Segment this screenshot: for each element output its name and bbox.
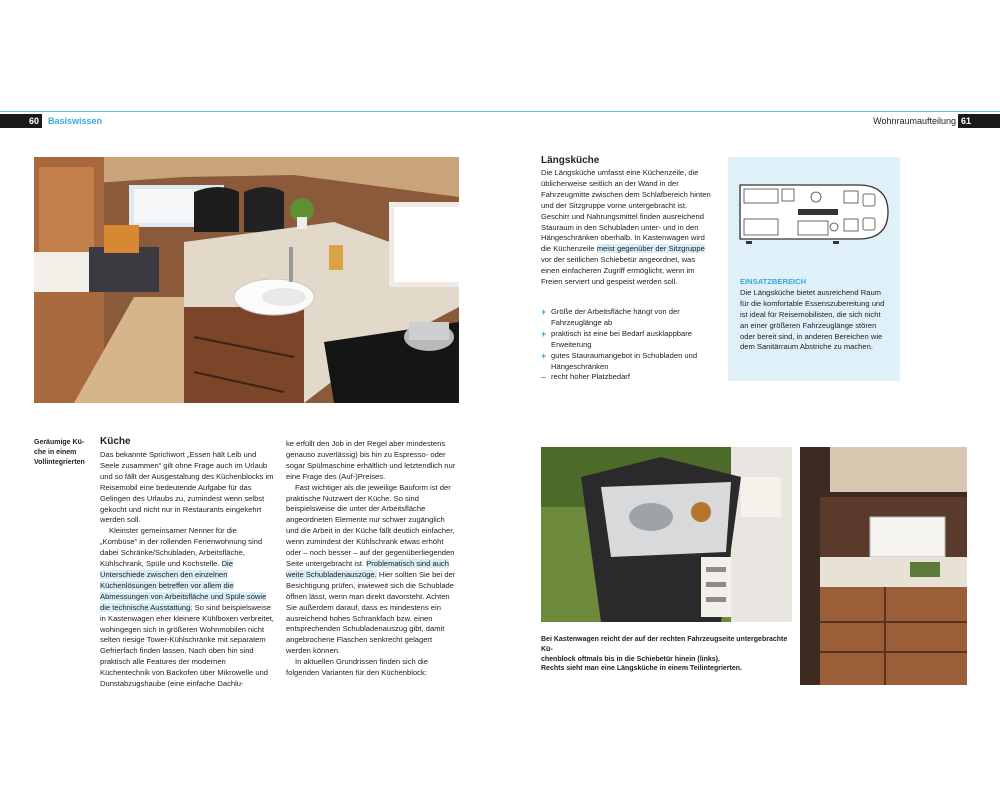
caption-line: Bei Kastenwagen reicht der auf der rechten Fahrzeugseite untergebrachte Kü- [541, 636, 788, 653]
list-item [541, 351, 713, 373]
photo-caption [541, 635, 793, 674]
list-item-text: praktisch ist eine bei Bedarf ausklappbare Erweiterung [551, 328, 692, 349]
paragraph [100, 526, 275, 690]
left-section-title: Basiswissen [48, 116, 103, 126]
plus-icon: + [541, 307, 547, 317]
laengskueche-text [541, 168, 713, 288]
paragraph [541, 168, 713, 288]
text-span: Fast wichtiger als die jeweilige Bauform ist der praktische Nutzwert der Küche. So sind beispielsweise die unter der Arbeitsfläche angeordneten Elemente nur schwer zugänglich und die Arbeit in der Küche fällt deutlich einfacher, wenn zumindest der Kühlschrank etwas erhöht oder – noch besser – auf der gegenüberliegenden Seite untergebracht ist. [286, 482, 455, 568]
list-item [541, 307, 713, 329]
text-span: vor der seitlichen Schiebetür angeordnet, was einen einfacheren Zugriff ermöglicht, wenn im Freien serviert und gespeist werden soll. [541, 255, 696, 287]
info-box [728, 157, 900, 381]
pros-cons-list [541, 307, 713, 383]
paragraph: Das bekannte Sprichwort „Essen hält Leib und Seele zusammen“ gilt ohne Frage auch im Urlaub und so fällt der Ausgestaltung des Küchenblocks im Reisemobil eine bedeutende Aufgabe für das Gelingen des Urlaubs zu, zumindest wenn selbst gekocht und nicht nur in Restaurants eingekehrt werden soll. [100, 450, 274, 525]
side-caption-line: Vollintegrierten [34, 458, 85, 466]
text-span: Hier sollten Sie bei der Besichtigung prüfen, inwieweit sich die Schublade öffnen lässt, wenn man direkt davorsteht. Achten Sie außerdem darauf, dass es mindestens ein ausreichend hohes Schrankfach bzw. einen entsprechenden Schubladenauszug gibt, damit angebrochene Flaschen senkrecht gelagert werden können. [286, 569, 456, 656]
list-item-text: gutes Stauraumangebot in Schubladen und Hängeschränken [551, 350, 698, 371]
text-column-2 [286, 439, 458, 679]
text-span: So sind beispielsweise in Kastenwagen eher kleinere Kühlboxen verbreitet, wohingegen sich in größeren Wohnmobilen nicht selten riesige Tower-Kühlschränke mit separatem Gefrierfach finden lassen. Nach oben hin sind praktisch alle Features der modernen Küchentechnik von Backofen über Mikrowelle und Dunstabzugshaube (eine einfache Dachlu- [100, 602, 274, 689]
text-column-1 [100, 450, 275, 690]
kitchen-heading: Küche [100, 436, 131, 447]
minus-icon: – [541, 372, 547, 383]
laengskueche-heading: Längsküche [541, 155, 600, 166]
plus-icon: + [541, 328, 547, 339]
pros-cons-list-wrapper [541, 307, 713, 383]
side-caption-line: che in einem [34, 448, 77, 456]
van-kitchen-photo [541, 447, 792, 622]
highlighted-text: Problematisch sind auch weite Schubladenauszüge. [286, 558, 449, 579]
paragraph [286, 483, 458, 658]
right-section-title: Wohnraumaufteilung [873, 116, 956, 126]
caption-line: chenblock oftmals bis in die Schiebetür hinein (links). [541, 655, 720, 663]
info-box-content [740, 277, 890, 353]
left-page-number: 60 [0, 114, 42, 128]
plus-icon: + [541, 350, 547, 361]
highlighted-text: Die Unterschiede zwischen den einzelnen Küchenlösungen betreffen vor allem die Abmessungen von Arbeitsfläche und Spüle sowie die technische Ausstattung. [100, 559, 267, 612]
header-rule [0, 111, 1000, 112]
paragraph: In aktuellen Grundrissen finden sich die folgenden Varianten für den Küchenblock: [286, 657, 428, 678]
highlighted-text: meist gegenüber der Sitzgruppe [596, 244, 705, 254]
text-span: Die Längsküche umfasst eine Küchenzeile, die üblicherweise seitlich an der Wand in der Fahrzeugmitte zwischen dem Schlafbereich hinten und der Sitzgruppe vorne untergebracht ist. Geschirr und Nahrungsmittel finden ausreichend Stauraum in den Schubladen unter- und in den Hängeschränken oberhalb. In Kastenwagen wird die Küchenzeile [541, 168, 711, 254]
laengskueche-photo [800, 447, 967, 685]
floorplan-diagram [738, 179, 890, 245]
side-caption [34, 438, 94, 467]
info-box-heading: EINSATZBEREICH [740, 277, 807, 286]
right-page-number: 61 [958, 114, 1000, 128]
list-item [541, 372, 713, 383]
caption-line: Rechts sieht man eine Längsküche in einem Teilintegrierten. [541, 665, 742, 673]
paragraph: ke erfüllt den Job in der Regel aber mindestens genauso zuverlässig) bis hin zu Espresso- oder sogar Spülmaschine erhältlich und letztendlich nur eine Frage des (Auf-)Preises. [286, 439, 456, 481]
kitchen-interior-photo [34, 157, 459, 403]
list-item-text: recht hoher Platzbedarf [551, 372, 630, 382]
info-box-text: Die Längsküche bietet ausreichend Raum für die komfortable Essenszubereitung und ist ideal für Reisemobilisten, die sich nicht an einer größeren Fahrzeuglänge stören oder bereit sind, in anderen Bereichen wie dem Sanitärraum Abstriche zu machen. [740, 287, 885, 352]
list-item [541, 329, 713, 351]
side-caption-line: Geräumige Kü- [34, 439, 85, 446]
text-span: Kleinster gemeinsamer Nenner für die „Kombüse“ in der rollenden Ferienwohnung sind dabei Schränke/Schubladen, Arbeitsfläche, Kühlschrank, Spüle und Kochstelle. [100, 526, 263, 569]
list-item-text: Größe der Arbeitsfläche hängt von der Fahrzeuglänge ab [551, 307, 680, 327]
